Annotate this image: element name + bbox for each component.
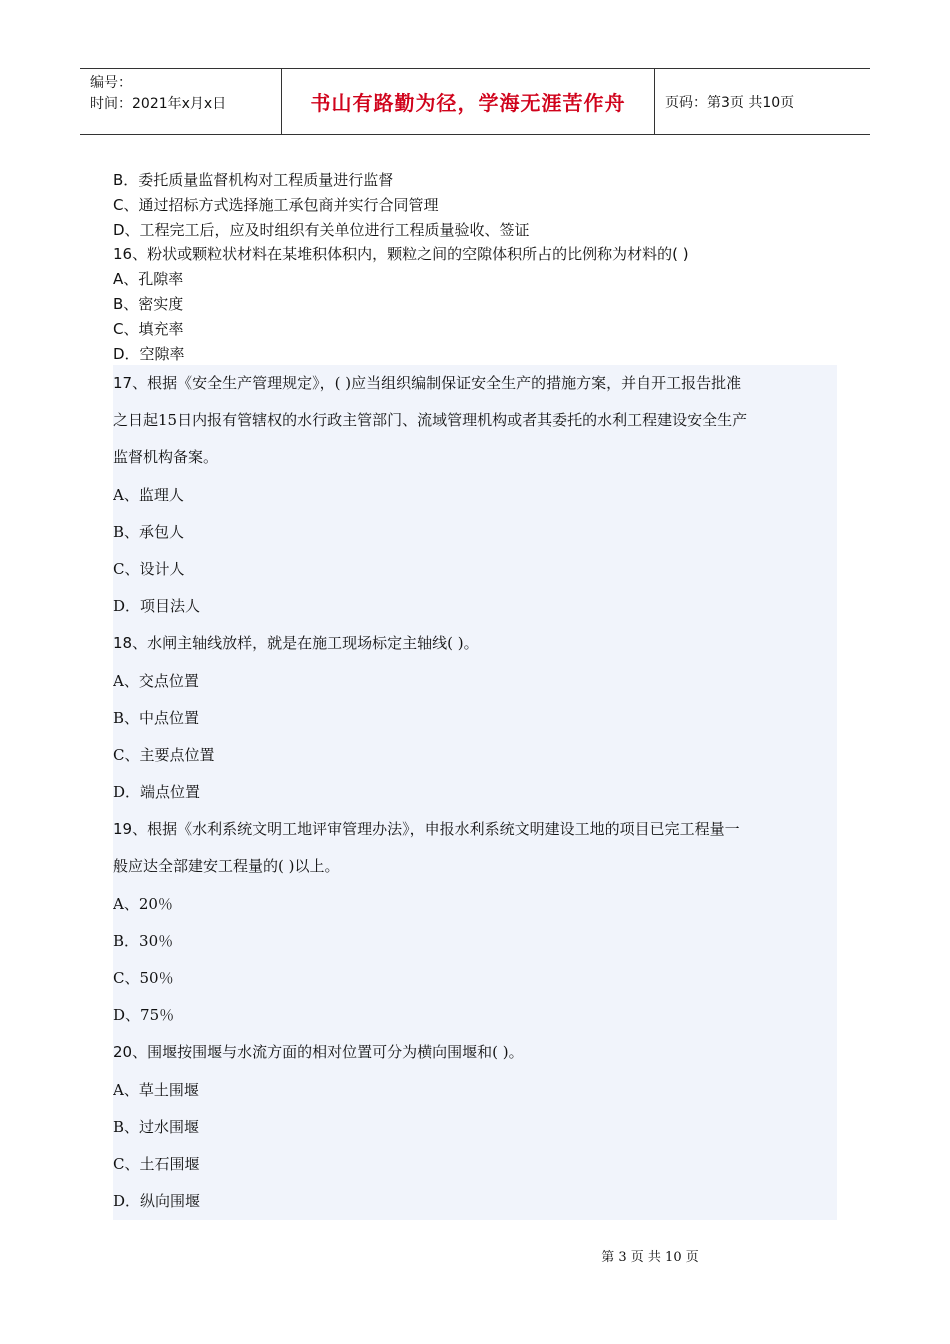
option-line: C、土石围堰	[113, 1154, 200, 1173]
text-line: D、工程完工后，应及时组织有关单位进行工程质量验收、签证	[113, 220, 530, 239]
option-line: D、75％	[113, 1006, 175, 1025]
question-text: 、围堰按围堰与水流方面的相对位置可分为横向围堰和( )。	[132, 1043, 524, 1062]
question-16: 16、粉状或颗粒状材料在某堆积体积内，颗粒之间的空隙体积所占的比例称为材料的( )	[113, 245, 689, 264]
question-number: 18	[113, 634, 133, 653]
option-line: D．端点位置	[113, 783, 201, 802]
text-line: 般应达全部建安工程量的( )以上。	[113, 857, 340, 876]
question-text: 、水闸主轴线放样，就是在施工现场标定主轴线( )。	[132, 634, 479, 653]
question-17-line	[113, 365, 837, 402]
option-line: D．空隙率	[113, 344, 185, 363]
text-line: C、通过招标方式选择施工承包商并实行合同管理	[113, 195, 439, 214]
option-line: C、设计人	[113, 559, 185, 578]
question-number: 20	[113, 1043, 133, 1062]
option-line: A、监理人	[113, 485, 184, 504]
questions-17-20-block	[113, 365, 837, 1220]
question-number: 19	[113, 820, 133, 839]
question-20-line	[113, 1034, 837, 1071]
option-line: A、草土围堰	[113, 1080, 199, 1099]
text-line: B．委托质量监督机构对工程质量进行监督	[113, 171, 394, 189]
option-line: C、主要点位置	[113, 745, 215, 764]
option-line: B、中点位置	[113, 708, 200, 727]
document-time-label: 时间：2021年x月x日	[90, 96, 227, 112]
option-line: D．纵向围堰	[113, 1192, 201, 1211]
question-19-line	[113, 811, 837, 848]
option-line: B、过水围堰	[113, 1117, 200, 1136]
page-header	[80, 68, 870, 135]
header-meta	[80, 69, 282, 134]
option-line: A、孔隙率	[113, 270, 184, 289]
option-line: B、密实度	[113, 294, 184, 313]
option-line: A、20％	[113, 894, 173, 913]
header-motto: 书山有路勤为径，学海无涯苦作舟	[282, 69, 655, 134]
page-footer: 第 3 页 共 10 页	[601, 1250, 699, 1265]
option-line: B、承包人	[113, 522, 185, 541]
option-line: B．30％	[113, 931, 174, 950]
question-text: 、根据《水利系统文明工地评审管理办法》，申报水利系统文明建设工地的项目已完工程量一	[132, 820, 740, 839]
text-line: 之日起15日内报有管辖权的水行政主管部门、流域管理机构或者其委托的水利工程建设安全生产	[113, 411, 748, 430]
question-18-line	[113, 625, 837, 662]
question-text: 、根据《安全生产管理规定》，( )应当组织编制保证安全生产的措施方案，并自开工报告批准	[132, 374, 742, 392]
text-line: 监督机构备案。	[113, 448, 219, 467]
option-line: A、交点位置	[113, 671, 199, 690]
option-line: C、50％	[113, 969, 174, 987]
document-number-label: 编号：	[90, 75, 132, 91]
header-page-number: 页码：第3页 共10页	[665, 94, 795, 111]
questions-continued-block	[113, 168, 837, 366]
question-number: 17	[113, 374, 133, 392]
option-line: D．项目法人	[113, 597, 201, 616]
option-line: C、填充率	[113, 319, 184, 338]
